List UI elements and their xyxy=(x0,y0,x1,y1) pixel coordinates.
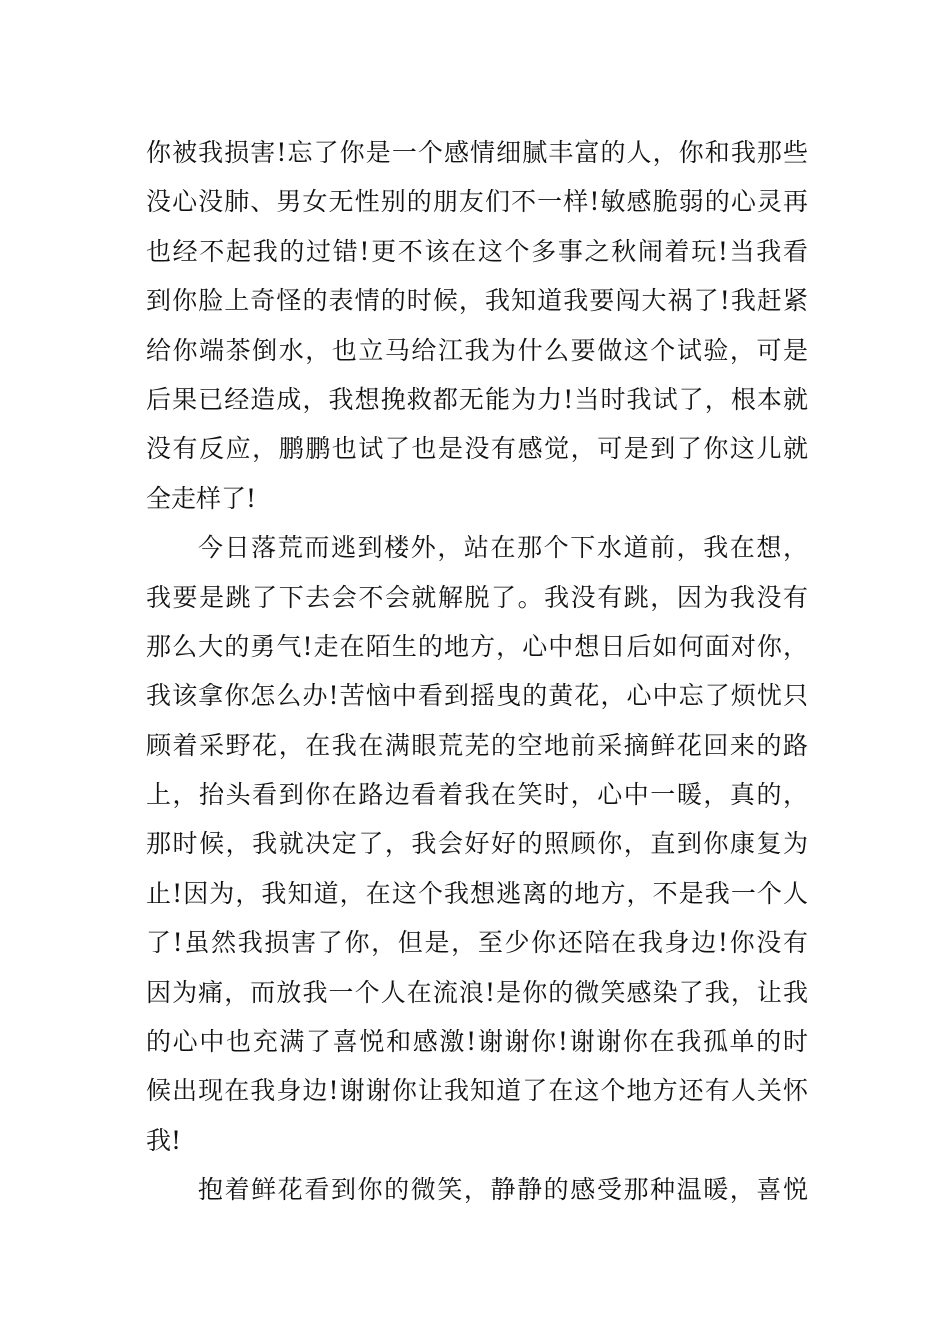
text-line: 没心没肺、男女无性别的朋友们不一样!敏感脆弱的心灵再 xyxy=(146,187,808,217)
text-line: 上，抬头看到你在路边看着我在笑时，心中一暖，真的， xyxy=(146,780,808,810)
text-line: 给你端茶倒水，也立马给江我为什么要做这个试验，可是 xyxy=(146,335,808,365)
text-line: 后果已经造成，我想挽救都无能为力!当时我试了，根本就 xyxy=(146,384,808,414)
body-text xyxy=(146,128,808,1215)
text-line: 全走样了! xyxy=(146,483,257,513)
text-line: 的心中也充满了喜悦和感激!谢谢你!谢谢你在我孤单的时 xyxy=(146,1027,808,1057)
text-line: 那时候，我就决定了，我会好好的照顾你，直到你康复为 xyxy=(146,829,808,859)
text-line: 因为痛，而放我一个人在流浪!是你的微笑感染了我，让我 xyxy=(146,977,808,1007)
text-line: 顾着采野花，在我在满眼荒芜的空地前采摘鲜花回来的路 xyxy=(146,730,808,760)
text-line: 今日落荒而逃到楼外，站在那个下水道前，我在想， xyxy=(198,533,808,563)
text-line: 止!因为，我知道，在这个我想逃离的地方，不是我一个人 xyxy=(146,878,808,908)
text-line: 没有反应，鹏鹏也试了也是没有感觉，可是到了你这儿就 xyxy=(146,434,808,464)
text-line: 那么大的勇气!走在陌生的地方，心中想日后如何面对你， xyxy=(146,631,808,661)
text-line: 我! xyxy=(146,1125,182,1155)
text-line: 抱着鲜花看到你的微笑，静静的感受那种温暖，喜悦 xyxy=(198,1175,808,1205)
text-line: 候出现在我身边!谢谢你让我知道了在这个地方还有人关怀 xyxy=(146,1076,808,1106)
text-line: 到你脸上奇怪的表情的时候，我知道我要闯大祸了!我赶紧 xyxy=(146,286,808,316)
text-line: 你被我损害!忘了你是一个感情细腻丰富的人，你和我那些 xyxy=(146,138,808,167)
text-line: 我要是跳了下去会不会就解脱了。我没有跳，因为我没有 xyxy=(146,582,808,612)
text-line: 也经不起我的过错!更不该在这个多事之秋闹着玩!当我看 xyxy=(146,236,808,266)
text-line: 了!虽然我损害了你，但是，至少你还陪在我身边!你没有 xyxy=(146,928,808,958)
text-line: 我该拿你怎么办!苦恼中看到摇曳的黄花，心中忘了烦忧只 xyxy=(146,681,808,711)
